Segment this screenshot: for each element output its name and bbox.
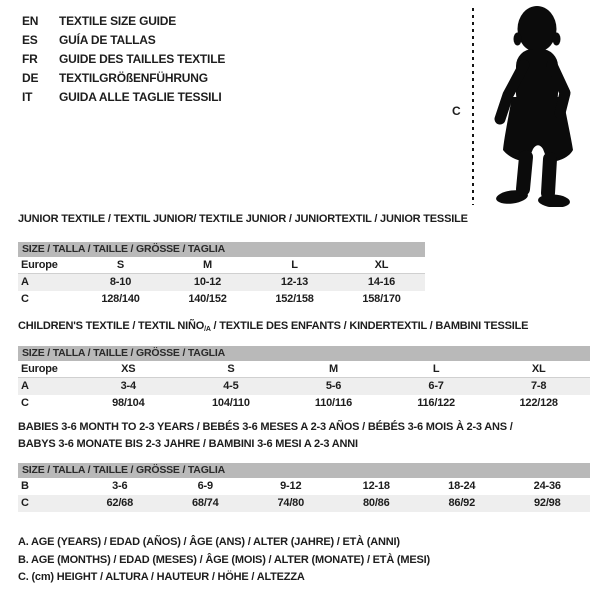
table-cell: 62/68 <box>106 497 134 509</box>
size-col-xs: XS <box>121 363 136 375</box>
junior-row-age <box>18 274 425 291</box>
children-header-row <box>18 361 590 378</box>
lang-row-de <box>22 69 225 88</box>
children-size-bar: SIZE / TALLA / TAILLE / GRÖSSE / TAGLIA <box>18 346 590 361</box>
row-label: C <box>21 497 29 509</box>
table-cell: 12-18 <box>362 480 390 492</box>
table-cell: 7-8 <box>531 380 547 392</box>
lang-code: FR <box>22 52 38 66</box>
children-size-table <box>18 346 590 412</box>
row-label: A <box>21 380 29 392</box>
row-label: C <box>21 293 29 305</box>
lang-row-it <box>22 88 225 107</box>
table-cell: 68/74 <box>191 497 219 509</box>
footnote-c: C. (cm) HEIGHT / ALTURA / HAUTEUR / HÖHE / ALTEZZA <box>18 571 305 583</box>
lang-title: GUÍA DE TALLAS <box>59 33 156 47</box>
table-cell: 6-7 <box>428 380 444 392</box>
table-cell: 158/170 <box>362 293 401 305</box>
row-label: B <box>21 480 29 492</box>
table-cell: 3-4 <box>120 380 136 392</box>
children-row-age <box>18 378 590 395</box>
row-label: C <box>21 397 29 409</box>
heading-line-2: BABYS 3-6 MONATE BIS 2-3 JAHRE / BAMBINI 3-6 MESI A 2-3 ANNI <box>18 438 358 450</box>
table-cell: 3-6 <box>112 480 128 492</box>
table-cell: 18-24 <box>448 480 476 492</box>
size-col-xl: XL <box>374 259 389 271</box>
size-col-xl: XL <box>531 363 546 375</box>
babies-size-table <box>18 463 590 512</box>
language-legend <box>22 12 225 107</box>
table-cell: 10-12 <box>193 276 222 288</box>
row-label: Europe <box>21 363 58 375</box>
size-col-m: M <box>203 259 212 271</box>
footnote-b: B. AGE (MONTHS) / EDAD (MESES) / ÂGE (MOIS) / ALTER (MONATE) / ETÀ (MESI) <box>18 553 430 566</box>
table-cell: 140/152 <box>188 293 227 305</box>
junior-section-heading: JUNIOR TEXTILE / TEXTIL JUNIOR/ TEXTILE JUNIOR / JUNIORTEXTIL / JUNIOR TESSILE <box>18 213 468 225</box>
lang-title: TEXTILGRÖßENFÜHRUNG <box>59 71 208 85</box>
size-col-l: L <box>291 259 298 271</box>
lang-code: IT <box>22 90 33 104</box>
table-cell: 74/80 <box>277 497 305 509</box>
table-cell: 86/92 <box>448 497 476 509</box>
size-col-m: M <box>329 363 338 375</box>
table-cell: 80/86 <box>362 497 390 509</box>
table-cell: 5-6 <box>325 380 342 392</box>
table-cell: 152/158 <box>275 293 314 305</box>
table-cell: 110/116 <box>314 397 353 409</box>
lang-code: EN <box>22 14 39 28</box>
table-cell: 128/140 <box>101 293 140 305</box>
table-cell: 104/110 <box>212 397 250 409</box>
children-row-height <box>18 395 590 412</box>
lang-row-fr <box>22 50 225 69</box>
junior-size-table <box>18 242 425 308</box>
footnote-a: A. AGE (YEARS) / EDAD (AÑOS) / ÂGE (ANS) / ALTER (JAHRE) / ETÀ (ANNI) <box>18 536 400 548</box>
junior-header-row <box>18 257 425 274</box>
row-label: A <box>21 276 29 288</box>
babies-section-heading <box>18 419 513 453</box>
table-cell: 122/128 <box>519 397 558 409</box>
table-cell: 24-36 <box>533 480 561 492</box>
row-label: Europe <box>21 259 58 271</box>
table-cell: 92/98 <box>533 497 561 509</box>
size-col-s: S <box>116 259 125 271</box>
junior-row-height <box>18 291 425 308</box>
table-cell: 98/104 <box>112 397 145 409</box>
heading-text: / TEXTILE DES ENFANTS / KINDERTEXTIL / BAMBINI TESSILE <box>210 320 529 332</box>
lang-code: ES <box>22 33 38 47</box>
toddler-silhouette-icon <box>480 3 598 207</box>
babies-row-age-months <box>18 478 590 495</box>
lang-row-en <box>22 12 225 31</box>
junior-size-bar: SIZE / TALLA / TAILLE / GRÖSSE / TAGLIA <box>18 242 425 257</box>
height-measure-dotted-line <box>472 8 474 205</box>
table-cell: 9-12 <box>280 480 302 492</box>
table-cell: 8-10 <box>109 276 132 288</box>
lang-title: GUIDA ALLE TAGLIE TESSILI <box>59 90 222 104</box>
footnote-legend <box>18 534 430 587</box>
children-section-heading <box>18 320 528 333</box>
heading-text: CHILDREN'S TEXTILE / TEXTIL NIÑO <box>18 320 205 332</box>
lang-row-es <box>22 31 225 50</box>
size-col-s: S <box>227 363 235 375</box>
lang-title: TEXTILE SIZE GUIDE <box>59 14 177 28</box>
table-cell: 6-9 <box>197 480 213 492</box>
figure-measure-label: C <box>452 104 461 118</box>
lang-code: DE <box>22 71 39 85</box>
heading-subscript: /A <box>204 326 211 333</box>
table-cell: 116/122 <box>417 397 455 409</box>
lang-title: GUIDE DES TAILLES TEXTILE <box>59 52 226 66</box>
table-cell: 4-5 <box>223 380 239 392</box>
babies-size-bar: SIZE / TALLA / TAILLE / GRÖSSE / TAGLIA <box>18 463 590 478</box>
table-cell: 12-13 <box>280 276 309 288</box>
heading-line-1: BABIES 3-6 MONTH TO 2-3 YEARS / BEBÉS 3-6 MESES A 2-3 AÑOS / BÉBÉS 3-6 MOIS À 2-3 ANS / <box>18 421 513 433</box>
table-cell: 14-16 <box>367 276 396 288</box>
babies-row-height <box>18 495 590 512</box>
size-col-l: L <box>432 363 440 375</box>
